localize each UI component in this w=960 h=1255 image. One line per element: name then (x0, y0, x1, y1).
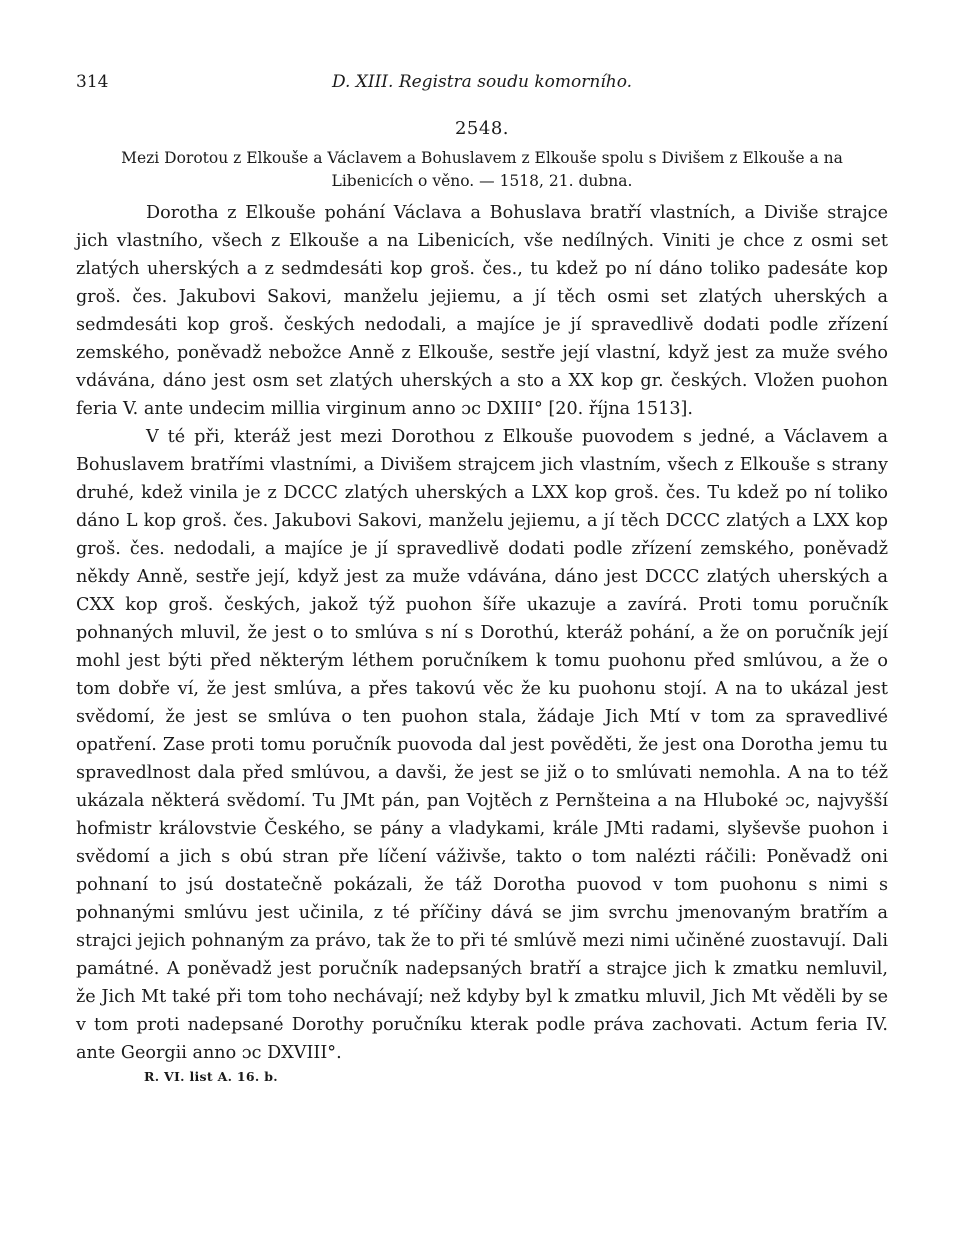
paragraph-judgment: V té při, kteráž jest mezi Dorothou z Elkouše puovodem s jedné, a Václavem a Bohuslavem bratřími vlastními, a Divišem strajcem jich vlastním, všech z Elkouše s strany druhé, kdež vinila je z DCCC zlatých uherských a LXX kop groš. čes. Tu kdež po ní toliko dáno L kop groš. čes. Jakubovi Sakovi, manželu jejiemu, a jí těch DCCC zlatých a LXX kop groš. čes. nedodali, a majíce je jí spravedlivě dodati podle zřízení zemského, poněvadž někdy Anně, sestře její, když jest za muže vdávána, dáno jest DCCC zlatých uherských a CXX kop groš. českých, jakož týž puohon šíře ukazuje a zavírá. Proti tomu poručník pohnaných mluvil, že jest o to smlúva s ní s Dorothú, kteráž pohání, a že on poručník její mohl jest býti před některým léthem poručníkem k tomu puohonu před smlúvou, a že o tom dobře ví, že jest smlúva, a přes takovú věc že ku puohonu stojí. A na to ukázal jest svědomí, že jest se smlúva o ten puohon stala, žádaje Jich Mtí v tom za spravedlivé opatření. Zase proti tomu poručník puovoda dal jest pověděti, že jest ona Dorotha jemu tu spravedlnost dala před smlúvou, a davši, že jest se již o to smlúvati nemohla. A na to též ukázala některá svědomí. Tu JMt pán, pan Vojtěch z Pernšteina a na Hluboké ɔc, najvyšší hofmistr královstvie Českého, se pány a vladykami, krále JMti radami, slyševše puohon i svědomí a jich s obú stran pře líčení váživše, takto o tom nalézti ráčili: Poněvadž oni pohnaní to jsú dostatečně pokázali, že táž Dorotha puovod v tom puohonu s nimi s pohnanými smlúvu jest učinila, z té příčiny dává se jim svrchu jmenovaným bratřím a strajci jejich pohnaným za právo, tak že to při té smlúvě mezi nimi učiněné zuostavují. Dali památné. A poněvadž jest poručník nadepsaných bratří a strajce jich k zmatku nemluvil, že Jich Mt také při tom toho nechávají; než kdyby byl k zmatku mluvil, Jich Mt věděli by se v tom proti nadepsané Dorothy poručníku kterak podle práva zachovati. Actum feria IV. ante Georgii anno ɔc DXVIII°. (76, 427, 888, 1063)
document-body (76, 199, 888, 1067)
running-header (76, 72, 888, 102)
source-reference: R. VI. list A. 16. b. (144, 1069, 278, 1084)
regest-summary: Mezi Dorotou z Elkouše a Václavem a Bohuslavem z Elkouše spolu s Divišem z Elkouše a na Libenicích o věno. — 1518, 21. dubna. (121, 149, 843, 190)
page-number: 314 (76, 72, 109, 92)
document-number: 2548. (454, 118, 510, 139)
paragraph-summons: Dorotha z Elkouše pohání Václava a Bohuslava bratří vlastních, a Diviše strajce jich vlastního, všech z Elkouše a na Libenicích, vše nedílných. Viniti je chce z osmi set zlatých uherských a z sedmdesáti kop groš. čes., tu kdež po ní dáno toliko padesáte kop groš. čes. Jakubovi Sakovi, manželu jejiemu, a jí těch osmi set zlatých uherských a sedmdesáti kop groš. českých nedodali, a majíce je jí spravedlivě dodati podle zřízení zemského, poněvadž nebožce Anně z Elkouše, sestře její vlastní, když jest za muže svého vdávána, dáno jest osm set zlatých uherských a sto a XX kop gr. českých. Vložen puohon feria V. ante undecim millia virginum anno ɔc DXIII° [20. října 1513]. (76, 203, 888, 419)
running-title: D. XIII. Registra soudu komorního. (331, 72, 633, 92)
